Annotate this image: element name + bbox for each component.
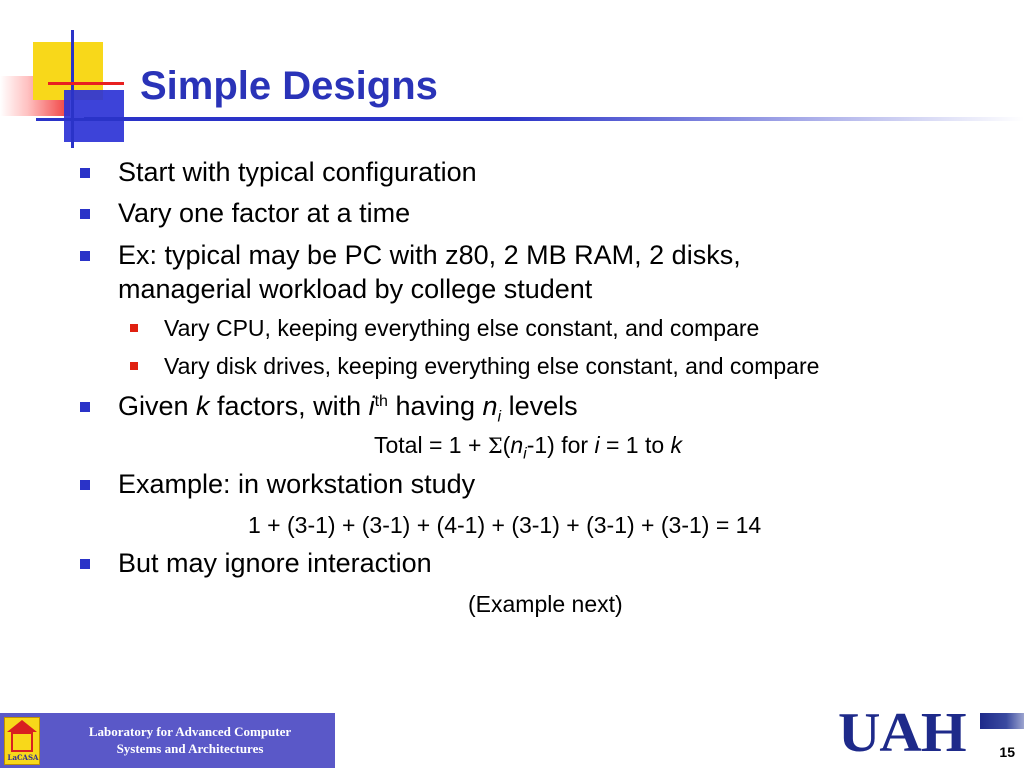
example-note: (Example next) — [468, 591, 623, 617]
bullet-text: Example: in workstation study — [118, 469, 476, 499]
bullet-text: Start with typical configuration — [118, 157, 477, 187]
bullet-text: Given k factors, with $i^{th}$ having $n_i$ levels — [118, 391, 578, 426]
square-sub-bullet-icon — [130, 324, 138, 332]
square-bullet-icon — [80, 168, 90, 178]
sub-bullet-text: Vary CPU, keeping everything else constant, and compare — [164, 315, 760, 341]
uah-logo: UAH — [838, 702, 966, 764]
sub-bullet-text: Vary disk drives, keeping everything else constant, and compare — [164, 353, 820, 379]
lab-name: Laboratory for Advanced Computer Systems and Architectures — [88, 724, 292, 756]
sigma-symbol: Σ — [487, 434, 503, 458]
bullet-text: Vary one factor at a time — [118, 198, 411, 228]
title-underline-rule — [84, 117, 1024, 121]
square-bullet-icon — [80, 402, 90, 412]
slide-title: Simple Designs — [140, 64, 438, 108]
lab-footer-banner — [0, 713, 335, 768]
uah-logo-bar — [980, 713, 1024, 729]
square-bullet-icon — [80, 480, 90, 490]
square-bullet-icon — [80, 559, 90, 569]
square-bullet-icon — [80, 251, 90, 261]
decorative-red-line — [48, 82, 124, 85]
square-sub-bullet-icon — [130, 362, 138, 370]
bullet-text: But may ignore interaction — [118, 548, 432, 578]
decorative-blue-line — [36, 118, 84, 121]
decorative-vertical-line — [71, 30, 74, 148]
square-bullet-icon — [80, 209, 90, 219]
bullet-text: Ex: typical may be PC with z80, 2 MB RAM, 2 disks, — [118, 240, 741, 270]
page-number: 15 — [999, 744, 1015, 760]
formula-line: Total = $1 + \Sigma(n_i-1)$ for i = 1 to k — [374, 432, 683, 463]
lacasa-logo-icon: LaCASA — [4, 717, 40, 765]
bullet-text: managerial workload by college student — [118, 274, 593, 304]
calculation-line: 1 + (3-1) + (3-1) + (4-1) + (3-1) + (3-1) + (3-1) = 14 — [248, 512, 762, 538]
